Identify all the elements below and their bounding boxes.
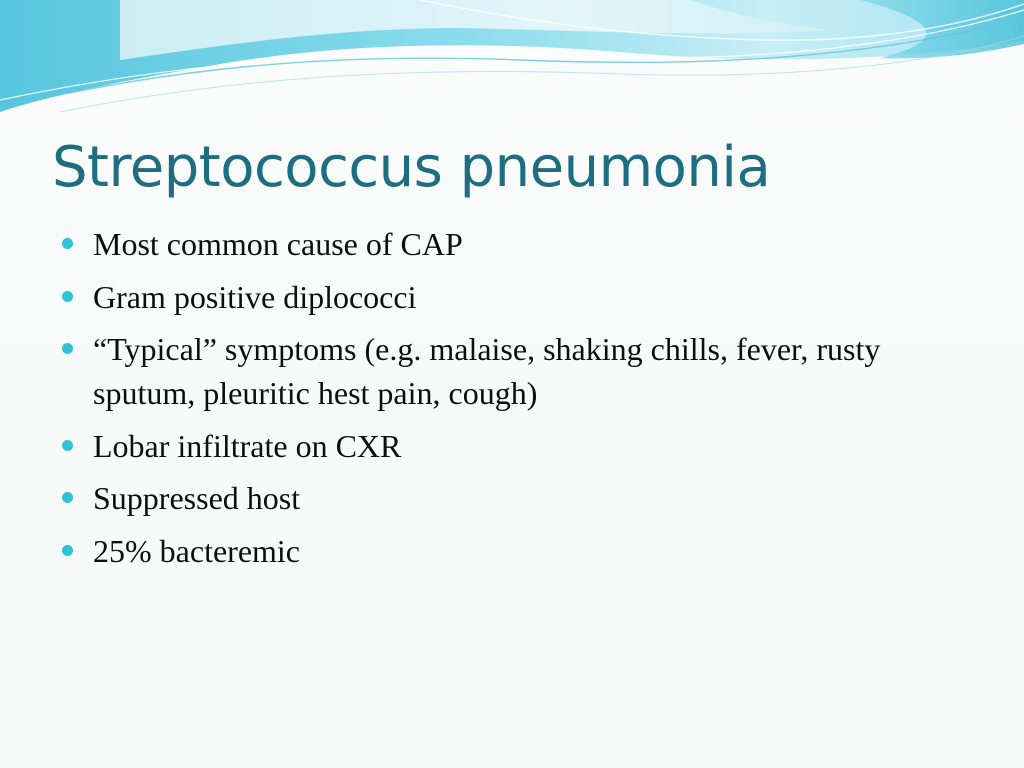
bullet-text: Suppressed host — [93, 480, 301, 516]
bullet-dot-icon — [62, 545, 73, 556]
bullet-text: 25% bacteremic — [93, 532, 300, 569]
bullet-dot-icon — [62, 291, 73, 302]
slide-title: Streptococcus pneumonia — [52, 135, 771, 200]
bullet-dot-icon — [62, 343, 73, 354]
bullet-item — [62, 424, 982, 468]
bullet-item — [62, 327, 982, 415]
bullet-item — [62, 529, 982, 573]
bullet-text: Lobar infiltrate on CXR — [93, 427, 402, 464]
bullet-dot-icon — [62, 492, 73, 503]
bullet-item — [62, 222, 982, 266]
bullet-item — [62, 476, 982, 520]
bullet-text: Most common cause of CAP — [93, 226, 463, 262]
bullet-dot-icon — [62, 440, 73, 451]
bullet-dot-icon — [62, 238, 73, 249]
bullet-item — [62, 275, 982, 319]
bullet-list — [62, 222, 982, 581]
bullet-text: Gram positive diplococci — [93, 278, 417, 315]
wave-header-decoration — [0, 0, 1024, 130]
bullet-text: “Typical” symptoms (e.g. malaise, shaking chills, fever, rusty sputum, pleuritic hest pain, cough) — [93, 331, 881, 411]
